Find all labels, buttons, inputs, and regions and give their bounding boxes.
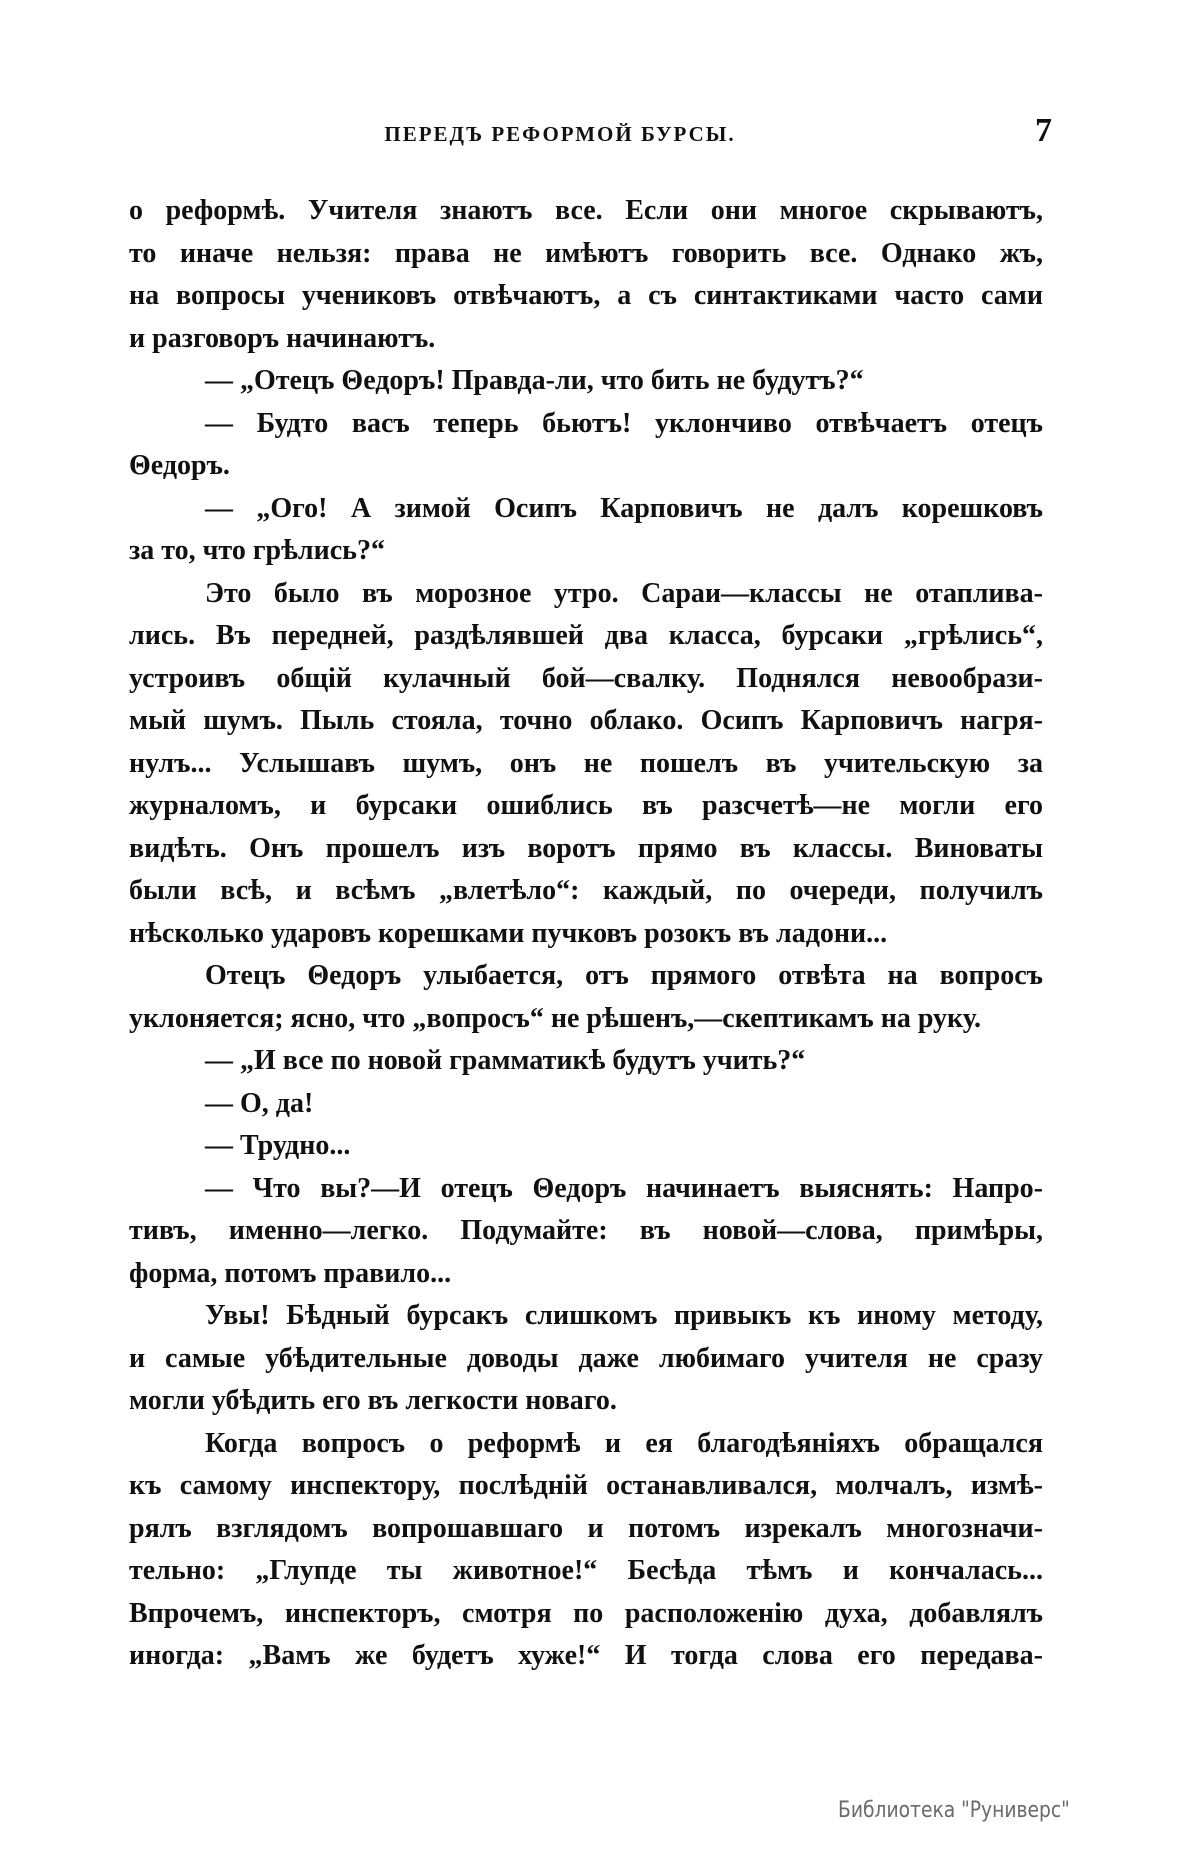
text-line: Это было въ морозное утро. Сараи—классы не отаплива- <box>205 577 1043 609</box>
text-line: иногда: „Вамъ же будетъ хуже!“ И тогда слова его передава- <box>129 1640 1043 1671</box>
text-line: устроивъ общій кулачный бой—свалку. Поднялся невообрази- <box>129 662 1043 694</box>
text-line: и разговоръ начинаютъ. <box>129 322 436 354</box>
text-line: уклоняется; ясно, что „вопросъ“ не рѣшенъ,—скептикамъ на руку. <box>129 1002 981 1034</box>
text-line: Отецъ Θедоръ улыбается, отъ прямого отвѣта на вопросъ <box>205 960 1043 991</box>
text-line: — Что вы?—И отецъ Θедоръ начинаетъ выяснять: Напро- <box>205 1172 1043 1204</box>
text-line: видѣть. Онъ прошелъ изъ воротъ прямо въ классы. Виноваты <box>129 832 1043 864</box>
text-line: — Трудно... <box>205 1130 351 1161</box>
text-line: то иначе нельзя: права не имѣютъ говорить все. Однако жъ, <box>129 237 1043 269</box>
text-line: за то, что грѣлись?“ <box>129 535 385 566</box>
text-line: — „И все по новой грамматикѣ будутъ учить?“ <box>205 1045 806 1076</box>
text-line: — О, да! <box>205 1087 314 1119</box>
text-line: Когда вопросъ о реформѣ и ея благодѣяніяхъ обращался <box>205 1427 1043 1459</box>
page-number: 7 <box>1035 112 1052 149</box>
text-line: мый шумъ. Пыль стояла, точно облако. Осипъ Карповичъ нагря- <box>129 705 1043 736</box>
running-title: ПЕРЕДЪ РЕФОРМОЙ БУРСЫ. <box>384 122 736 146</box>
text-line: — Будто васъ теперь бьютъ! уклончиво отвѣчаетъ отецъ <box>205 407 1043 439</box>
text-line: нѣсколько ударовъ корешками пучковъ розокъ въ ладони... <box>129 917 888 949</box>
text-line: тельно: „Глупде ты животное!“ Бесѣда тѣмъ и кончалась... <box>129 1555 1043 1586</box>
text-line: и самые убѣдительные доводы даже любимаго учителя не сразу <box>129 1342 1043 1374</box>
text-line: Впрочемъ, инспекторъ, смотря по расположенію духа, добавлялъ <box>129 1597 1043 1629</box>
text-line: форма, потомъ правило... <box>129 1257 452 1289</box>
text-line: могли убѣдить его въ легкости новаго. <box>129 1385 617 1416</box>
text-line: къ самому инспектору, послѣдній останавливался, молчалъ, измѣ- <box>129 1470 1043 1501</box>
text-line: были всѣ, и всѣмъ „влетѣло“: каждый, по очереди, получилъ <box>129 875 1043 906</box>
text-line: нулъ... Услышавъ шумъ, онъ не пошелъ въ учительскую за <box>129 747 1043 779</box>
library-watermark: Библиотека "Руниверс" <box>838 1798 1070 1823</box>
text-line: Θедоръ. <box>129 450 230 481</box>
text-line: о реформѣ. Учителя знаютъ все. Если они многое скрываютъ, <box>129 195 1043 226</box>
text-line: рялъ взглядомъ вопрошавшаго и потомъ изрекалъ многозначи- <box>129 1512 1043 1544</box>
text-line: — „Ого! А зимой Осипъ Карповичъ не далъ корешковъ <box>205 492 1043 524</box>
text-line: на вопросы учениковъ отвѣчаютъ, а съ синтактиками часто сами <box>129 280 1043 311</box>
text-line: журналомъ, и бурсаки ошиблись въ разсчетѣ—не могли его <box>129 790 1043 821</box>
text-line: тивъ, именно—легко. Подумайте: въ новой—слова, примѣры, <box>129 1215 1043 1246</box>
text-line: — „Отецъ Θедоръ! Правда-ли, что бить не будутъ?“ <box>205 365 864 396</box>
text-line: лись. Въ передней, раздѣлявшей два класса, бурсаки „грѣлись“, <box>129 620 1043 651</box>
text-line: Увы! Бѣдный бурсакъ слишкомъ привыкъ къ иному методу, <box>205 1300 1043 1331</box>
